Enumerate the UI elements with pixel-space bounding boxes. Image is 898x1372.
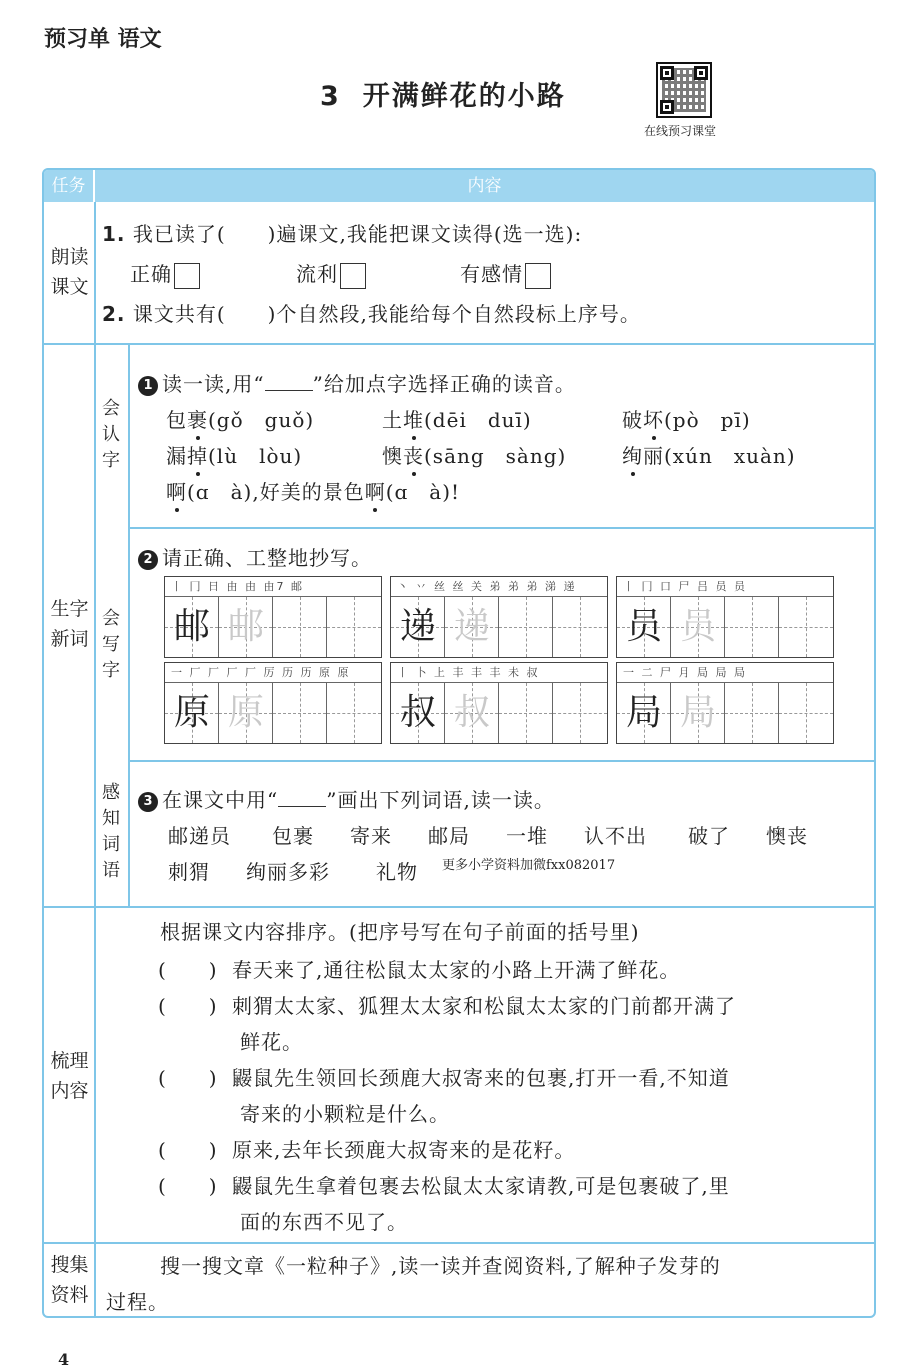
page-number: 4 xyxy=(58,1350,70,1369)
word-item: 破了 xyxy=(688,824,730,848)
reading-q2 xyxy=(102,298,641,327)
words-instruction: 3 在课文中用“ ”画出下列词语,读一读。 xyxy=(138,784,555,813)
task-collect: 搜集 资料 xyxy=(50,1254,89,1306)
sub-recognize: 会 认 字 xyxy=(102,398,120,471)
reading-q1 xyxy=(102,218,582,247)
word-item: 一堆 xyxy=(506,824,548,848)
word-item: 懊丧 xyxy=(766,824,808,848)
word-item: 刺猬 xyxy=(168,860,210,884)
sub-write: 会 写 字 xyxy=(102,608,120,681)
sort-item-2: 刺猬太太家、狐狸太太家和松鼠太太家的门前都开满了 xyxy=(232,994,736,1018)
option-checkbox[interactable] xyxy=(340,263,366,289)
q1-text: 我已读了( )遍课文,我能把课文读得(选一选): xyxy=(132,222,583,246)
q2-number: 2. xyxy=(102,302,126,326)
sort-item-3: 鼹鼠先生领回长颈鹿大叔寄来的包裹,打开一看,不知道 xyxy=(232,1066,730,1090)
reading-option-1 xyxy=(130,258,200,289)
write-instruction: 2 请正确、工整地抄写。 xyxy=(138,542,372,571)
recognize-instruction: 1 读一读,用“ ”给加点字选择正确的读音。 xyxy=(138,368,576,397)
sort-item-5: 鼹鼠先生拿着包裹去松鼠太太家请教,可是包裹破了,里 xyxy=(232,1174,730,1198)
writing-grid-ju[interactable]: 一 二 尸 月 局 局 局 局 局 xyxy=(616,662,834,744)
sort-item-5-cont: 面的东西不见了。 xyxy=(240,1210,408,1234)
writing-grid-you[interactable]: 丨 冂 日 由 由 由7 邮 邮 邮 xyxy=(164,576,382,658)
header-content: 内容 xyxy=(467,176,502,196)
pinyin-item: 破坏(pò pī) xyxy=(622,408,751,432)
pinyin-sentence: 啊(ɑ à),好美的景色啊(ɑ à)! xyxy=(166,480,461,504)
collect-line-1: 搜一搜文章《一粒种子》,读一读并查阅资料,了解种子发芽的 xyxy=(160,1254,721,1278)
pinyin-item: 土堆(dēi duī) xyxy=(382,408,532,432)
word-item: 绚丽多彩 xyxy=(246,860,330,884)
option-label: 有感情 xyxy=(460,262,523,286)
pinyin-item: 漏掉(lù lòu) xyxy=(166,444,303,468)
option-checkbox[interactable] xyxy=(525,263,551,289)
lesson-title xyxy=(320,74,566,113)
qr-caption: 在线预习课堂 xyxy=(644,124,717,138)
reading-option-3 xyxy=(460,258,551,289)
sort-item-4: 原来,去年长颈鹿大叔寄来的是花籽。 xyxy=(232,1138,576,1162)
lesson-number: 3 xyxy=(320,81,341,112)
sort-intro: 根据课文内容排序。(把序号写在句子前面的括号里) xyxy=(160,920,640,944)
preview-table xyxy=(42,168,876,1318)
writing-grid-shu[interactable]: 丨 卜 上 丰 丰 丰 未 叔 叔 叔 xyxy=(390,662,608,744)
sort-paren[interactable]: ( ) xyxy=(158,1138,218,1162)
word-item: 邮局 xyxy=(428,824,470,848)
header-task: 任务 xyxy=(44,170,95,202)
sort-paren[interactable]: ( ) xyxy=(158,994,218,1018)
q1-number: 1. xyxy=(102,222,126,246)
word-item: 包裹 xyxy=(272,824,314,848)
word-item: 邮递员 xyxy=(168,824,231,848)
step-2-badge: 2 xyxy=(138,550,158,570)
writing-grid-yuan2[interactable]: 一 厂 厂 厂 厂 厉 历 历 原 原 原 原 xyxy=(164,662,382,744)
word-item: 寄来 xyxy=(350,824,392,848)
word-item: 认不出 xyxy=(584,824,647,848)
sort-item-3-cont: 寄来的小颗粒是什么。 xyxy=(240,1102,450,1126)
q2-text: 课文共有( )个自然段,我能给每个自然段标上序号。 xyxy=(132,302,641,326)
sort-paren[interactable]: ( ) xyxy=(158,1066,218,1090)
lesson-title-text: 开满鲜花的小路 xyxy=(362,81,566,112)
step-3-badge: 3 xyxy=(138,792,158,812)
option-label: 流利 xyxy=(296,262,338,286)
pinyin-item: 绚丽(xún xuàn) xyxy=(622,444,796,468)
task-new-words: 生字 新词 xyxy=(50,598,89,650)
table-header xyxy=(44,170,874,202)
pinyin-item: 懊丧(sāng sàng) xyxy=(382,444,567,468)
sub-words: 感 知 词 语 xyxy=(102,782,120,881)
sort-item-2-cont: 鲜花。 xyxy=(240,1030,303,1054)
task-sort: 梳理 内容 xyxy=(50,1050,89,1102)
word-item: 礼物 xyxy=(376,860,418,884)
sort-paren[interactable]: ( ) xyxy=(158,1174,218,1198)
step-1-badge: 1 xyxy=(138,376,158,396)
option-checkbox[interactable] xyxy=(174,263,200,289)
qr-code-icon[interactable] xyxy=(656,62,712,118)
header-label: 预习单 语文 xyxy=(44,27,162,52)
pinyin-item: 包裹(gǒ guǒ) xyxy=(166,408,315,432)
collect-line-2: 过程。 xyxy=(106,1290,169,1314)
sort-paren[interactable]: ( ) xyxy=(158,958,218,982)
option-label: 正确 xyxy=(130,262,172,286)
watermark-text: 更多小学资料加微fxx082017 xyxy=(442,858,616,873)
reading-option-2 xyxy=(296,258,366,289)
writing-grid-di[interactable]: 丶 丷 丝 丝 关 弟 弟 弟 涕 递 递 递 xyxy=(390,576,608,658)
task-reading: 朗读 课文 xyxy=(50,246,89,298)
writing-grid-yuan[interactable]: 丨 冂 口 尸 吕 员 员 员 员 xyxy=(616,576,834,658)
sort-item-1: 春天来了,通往松鼠太太家的小路上开满了鲜花。 xyxy=(232,958,681,982)
